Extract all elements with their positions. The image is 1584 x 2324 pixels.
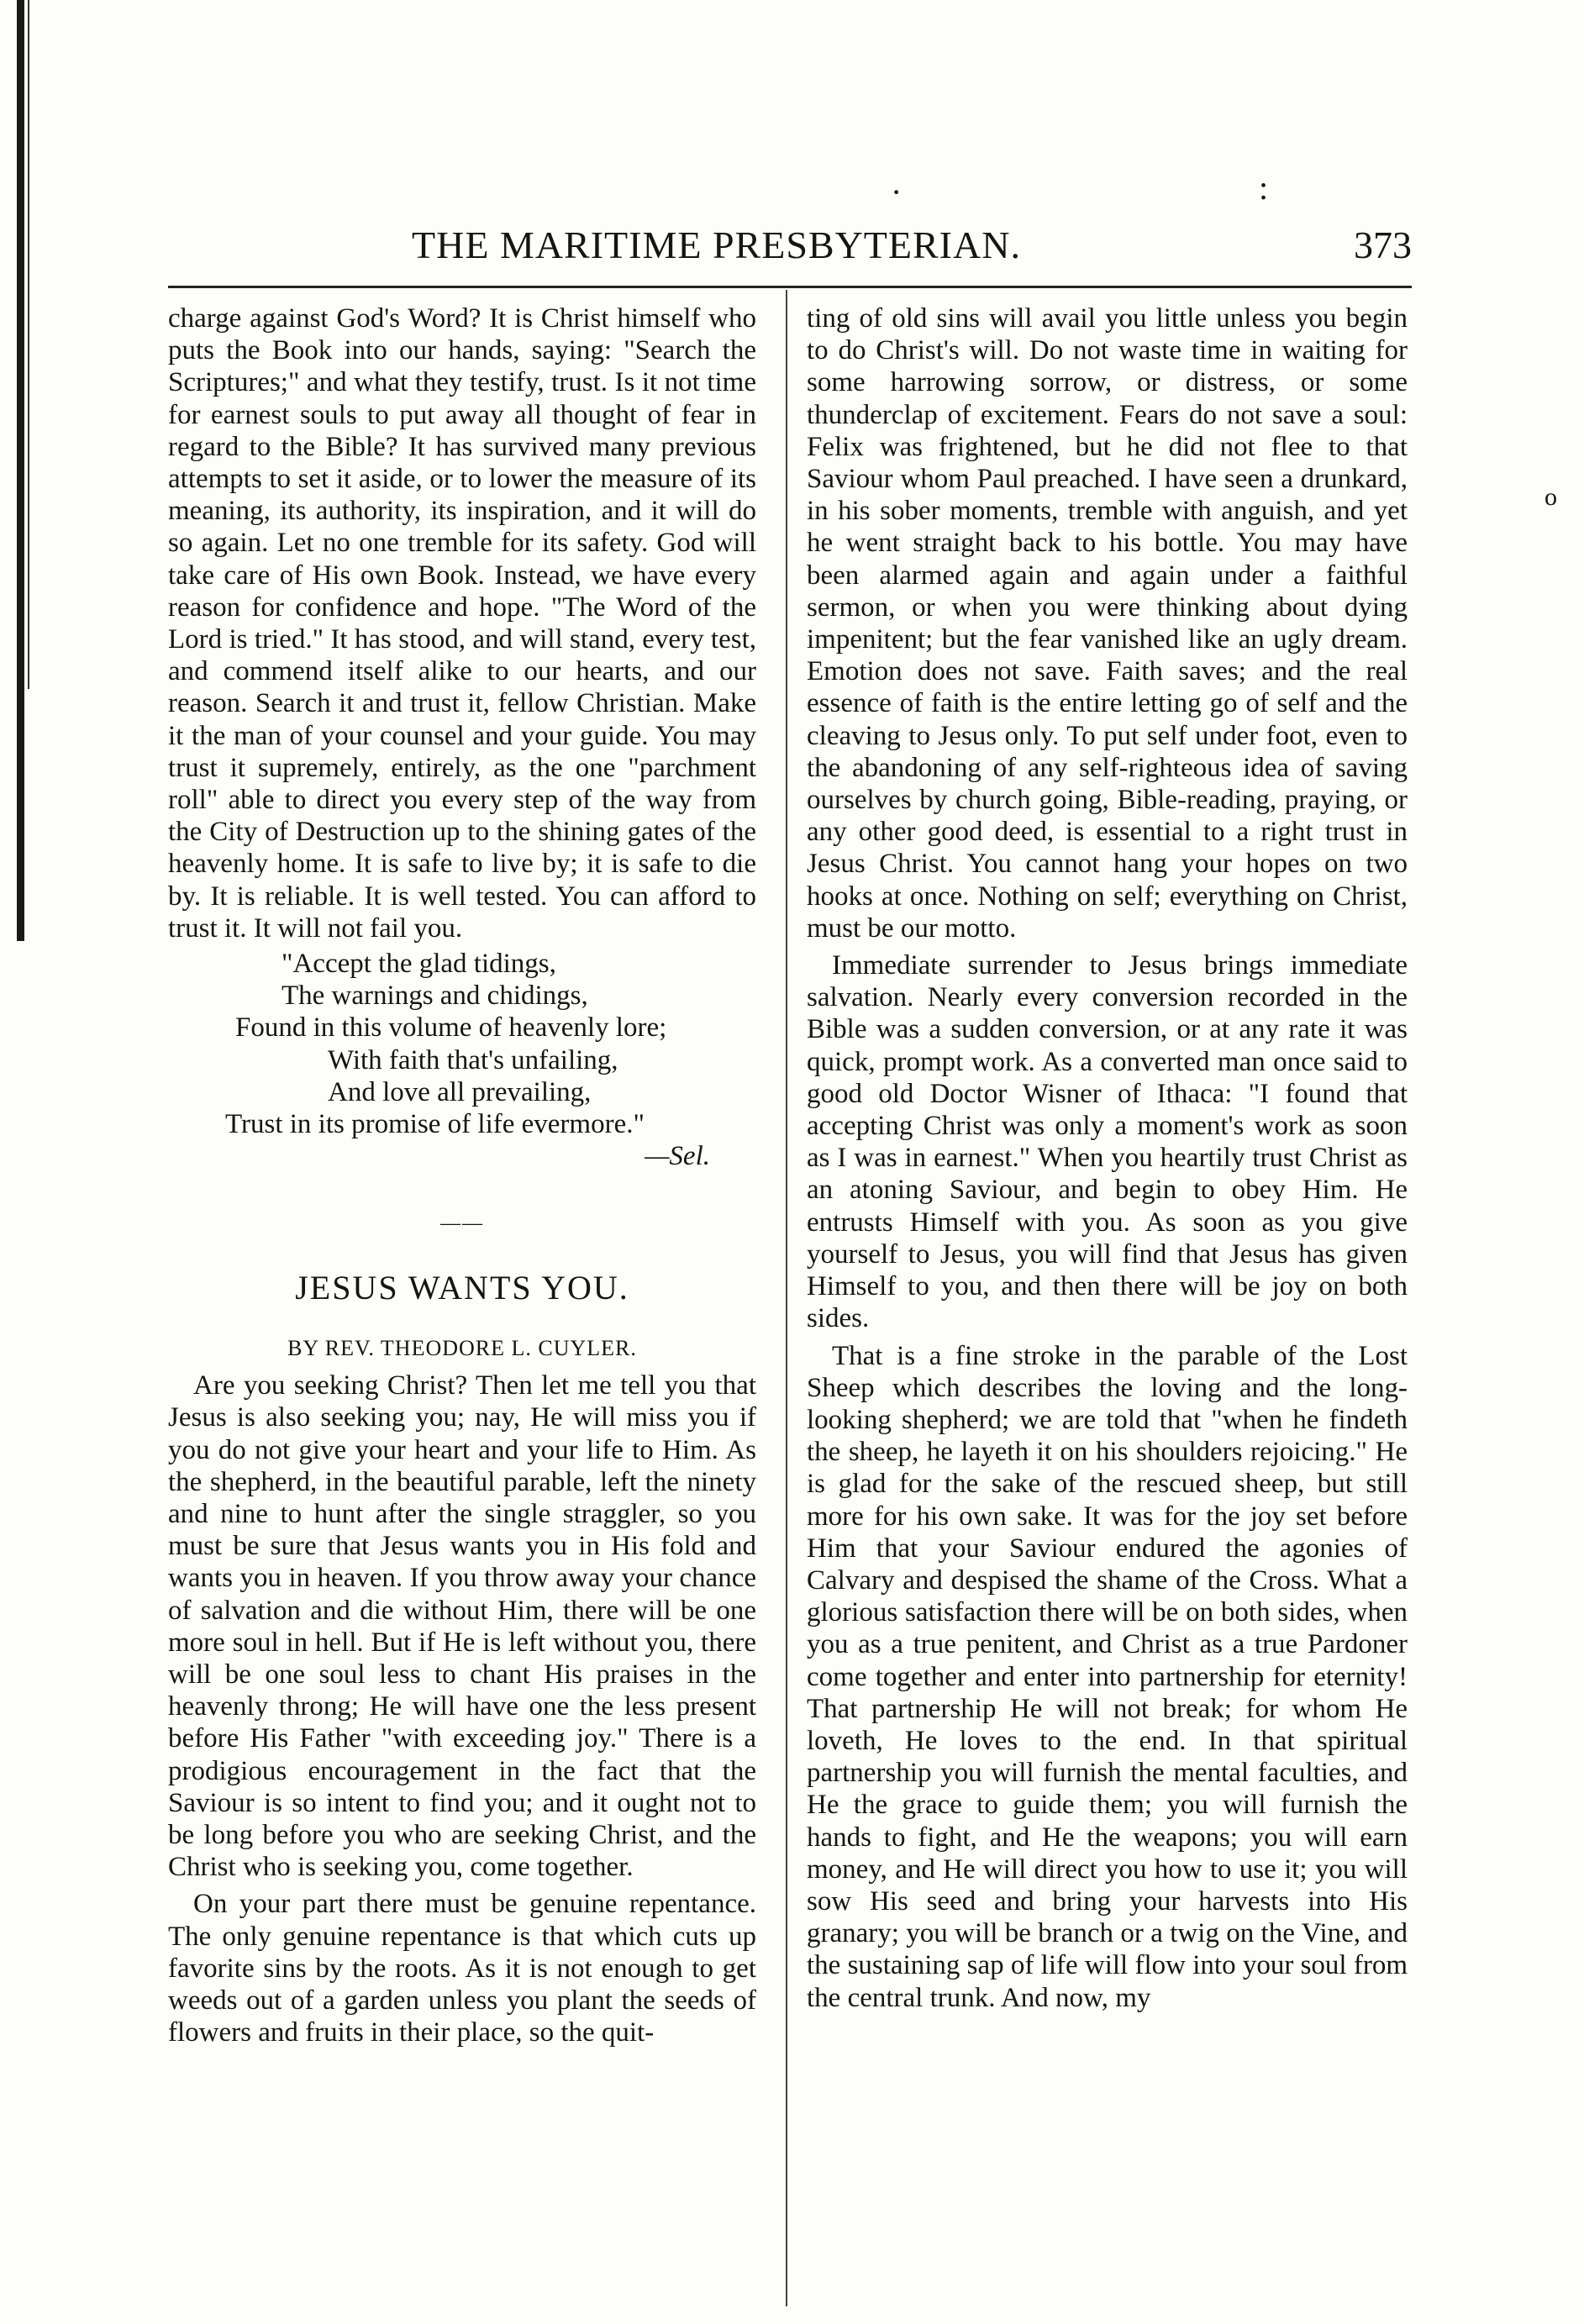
poem-line: And love all prevailing, <box>328 1076 592 1107</box>
page-header <box>168 223 1412 273</box>
paragraph: Are you seeking Christ? Then let me tell you that Jesus is also seeking you; nay, He will miss you if you do not give your heart and your life to Him. As the shepherd, in the beautiful parable, left the ninety and nine to hunt after the single straggler, so you must be sure that Jesus wants you in His fold and wants you in heaven. If you throw away your chance of salvation and die without Him, there will be one more soul in hell. But if He is left without you, there will be one soul less to chant His praises in the heavenly throng; He will have one the less present before His Father "with exceeding joy." There is a prodigious encouragement in the fact that the Saviour is so intent to find you; and it ought not to be long before you who are seeking Christ, and the Christ who is seeking you, come together. <box>168 1370 756 1883</box>
binding-edge-shadow <box>28 0 29 689</box>
poem <box>168 948 756 1140</box>
paragraph: On your part there must be genuine repentance. The only genuine repentance is that which cuts up favorite sins by the roots. As it is not enough to get weeds out of a garden unless you plant the seeds of flowers and fruits in their place, so the quit- <box>168 1889 756 2048</box>
paragraph: That is a fine stroke in the parable of the Lost Sheep which describes the loving and the long-looking shepherd; we are told that "when he findeth the sheep, he layeth it on his shoulders rejoicing." He is glad for the sake of the rescued sheep, but still more for his own sake. It was for the joy set before Him that your Saviour endured the agonies of Calvary and despised the shame of the Cross. What a glorious satisfaction there will be on both sides, when you as a true penitent, and Christ as a true Pardoner come together and enter into partnership for eternity! That partnership He will not break; for whom He loveth, He loves to the end. In that spiritual partnership you will furnish the mental faculties, and He the grace to guide them; you will furnish the hands to fight, and He the weapons; you will earn money, and He will direct you how to use it; you will sow His seed and bring your harvests into His granary; you will be branch or a twig on the Vine, and the sustaining sap of life will flow into your soul from the central trunk. And now, my <box>807 1340 1408 2013</box>
binding-edge <box>17 0 24 941</box>
article-title: JESUS WANTS YOU. <box>295 1268 629 1307</box>
paragraph: charge against God's Word? It is Christ himself who puts the Book into our hands, saying: "Search the Scriptures;" and what they testify, trust. Is it not time for earnest souls to put away all thought of fear in regard to the Bible? It has survived many previous attempts to set it aside, or to lower the measure of its meaning, its authority, its inspiration, and it will do so again. Let no one tremble for its safety. God will take care of His own Book. Instead, we have every reason for confidence and hope. "The Word of the Lord is tried." It has stood, and will stand, every test, and commend itself alike to our hearts, and our reason. Search it and trust it, fellow Christian. Make it the man of your counsel and your guide. You may trust it supremely, entirely, as the one "parchment roll" able to direct you every step of the way from the City of Destruction up to the shining gates of the heavenly home. It is safe to live by; it is safe to die by. It is reliable. It is well tested. You can afford to trust it. It will not fail you. <box>168 303 756 944</box>
stray-mark: o <box>1545 483 1557 511</box>
header-rule <box>168 286 1412 288</box>
article-byline: BY REV. THEODORE L. CUYLER. <box>287 1335 637 1360</box>
stray-mark: · <box>891 173 903 211</box>
section-separator: —— <box>440 1212 484 1235</box>
poem-line: "Accept the glad tidings, <box>282 949 556 980</box>
poem-line: Found in this volume of heavenly lore; <box>235 1012 667 1044</box>
poem-line: With faith that's unfailing, <box>328 1044 618 1075</box>
poem-line: The warnings and chidings, <box>282 981 588 1012</box>
stray-mark: : <box>1259 169 1269 207</box>
page-number: 373 <box>1354 223 1412 266</box>
right-column <box>807 302 1408 2014</box>
poem-line: Trust in its promise of life evermore." <box>225 1109 645 1140</box>
paragraph: Immediate surrender to Jesus brings immediate salvation. Nearly every conversion recorded in the Bible was a sudden conversion, or at any rate it was quick, prompt work. As a converted man once said to good old Doctor Wisner of Ithaca: "I found that accepting Christ was only a moment's work as soon as I was in earnest." When you heartily trust Christ as an atoning Saviour, and begin to obey Him. He entrusts Himself with you. As soon as you give yourself to Jesus, you will find that Jesus has given Himself to you, and then there will be joy on both sides. <box>807 950 1408 1334</box>
journal-title: THE MARITIME PRESBYTERIAN. <box>412 223 1021 266</box>
column-divider <box>786 290 787 2306</box>
paragraph: ting of old sins will avail you little unless you begin to do Christ's will. Do not waste time in waiting for some harrowing sorrow, or distress, or some thunderclap of excitement. Fears do not save a soul: Felix was frightened, but he did not flee to that Saviour whom Paul preached. I have seen a drunkard, in his sober moments, tremble with anguish, and yet he went straight back to his bottle. You may have been alarmed again and again under a faithful sermon, or when you were thinking about dying impenitent; but the fear vanished like an ugly dream. Emotion does not save. Faith saves; and the real essence of faith is the entire letting go of self and the cleaving to Jesus only. To put self under foot, even to the abandoning of any self-righteous idea of saving ourselves by church going, Bible-reading, praying, or any other good deed, is essential to a right trust in Jesus Christ. You cannot hang your hopes on two hooks at once. Nothing on self; everything on Christ, must be our motto. <box>807 303 1408 944</box>
poem-attribution: —Sel. <box>645 1141 710 1172</box>
left-column <box>168 302 756 2048</box>
